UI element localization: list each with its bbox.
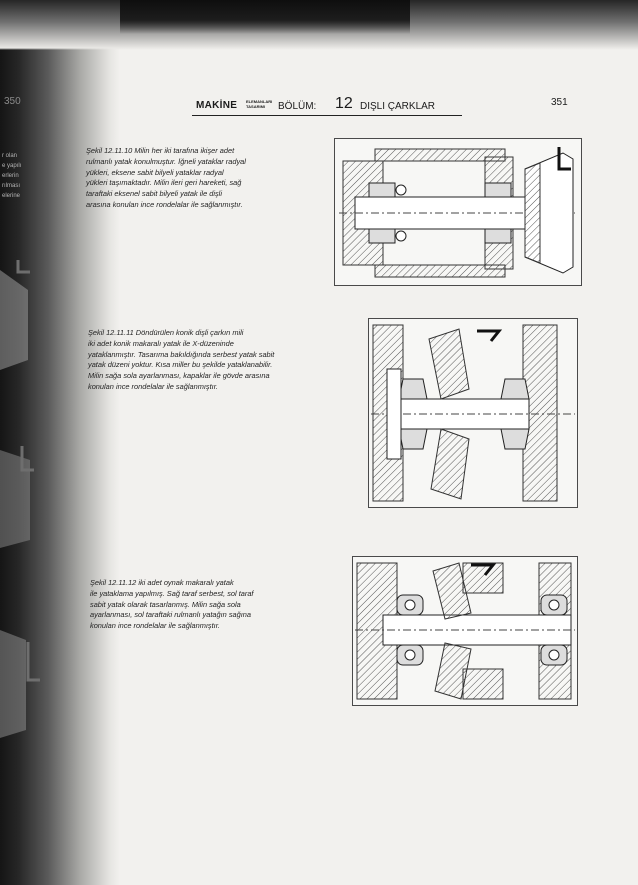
page-number: 351 — [551, 97, 568, 108]
caption-line: yükleri, eksene sabit bilyeli yataklar radyal — [86, 167, 224, 177]
figure-caption-2 — [88, 328, 350, 393]
figure-3-drawing — [353, 557, 577, 705]
figure-1-shaft-with-needle-bearings — [334, 138, 582, 286]
figure-2-drawing — [369, 319, 577, 507]
bleed-line: r olan — [2, 153, 18, 159]
header-section-title: DIŞLI ÇARKLAR — [360, 101, 436, 112]
header-brand-subtitle-line1: ELEMANLARI — [246, 99, 273, 104]
previous-page-figure-fragment — [0, 250, 46, 380]
caption-line: taraftaki eksenel sabit bilyeli yatak ile dişli — [86, 189, 222, 199]
previous-page-figure-fragment — [0, 620, 46, 740]
figure-caption-3 — [90, 578, 348, 632]
caption-line: Şekil 12.11.12 iki adet oynak makaralı yatak — [90, 578, 234, 587]
bleed-line: rılması — [2, 183, 20, 189]
header-brand-subtitle — [246, 99, 272, 109]
caption-line: Milin sağa sola ayarlanması, kapaklar ile gövde arasına — [88, 371, 270, 381]
caption-line: yükleri taşımaktadır. Milin ileri geri hareketi, sağ — [86, 178, 242, 188]
figure-1-drawing — [335, 139, 581, 285]
header-section-number: 12 — [335, 95, 353, 112]
figure-caption-1 — [86, 146, 330, 211]
caption-line: rulmanlı yatak konulmuştur. İğneli yataklar radyal — [86, 156, 246, 166]
caption-line: ile yataklama yapılmış. Sağ taraf serbest, sol taraf — [90, 588, 254, 598]
top-dark-band — [120, 0, 410, 34]
previous-page-number: 350 — [4, 96, 21, 107]
caption-line: yatak düzeni yoktur. Kısa miller bu şekilde yataklanabilir. — [88, 360, 273, 370]
caption-line: ayarlanması, sol taraftaki rulmanlı yatağın sağına — [90, 610, 252, 620]
header-brand-subtitle-line2: TASARIMI — [246, 104, 266, 109]
caption-line: yataklanmıştır. Tasarıma bakıldığında serbest yatak sabit — [88, 349, 275, 359]
caption-line: konulan ince rondelalar ile sağlanmıştır. — [90, 621, 220, 631]
figure-3-spherical-roller-bearings — [352, 556, 578, 706]
header-rule — [192, 115, 462, 116]
header-section-prefix: BÖLÜM: — [278, 101, 317, 112]
header-brand: MAKİNE — [196, 100, 238, 111]
caption-line: Şekil 12.11.10 Milin her iki tarafına ikişer adet — [86, 146, 235, 155]
caption-line: arasına konulan ince rondelalar ile sağlanmıştır. — [86, 199, 243, 209]
bleed-line: elerine — [2, 193, 21, 199]
bleed-line: e yapılı — [2, 163, 22, 169]
previous-page-figure-fragment — [0, 440, 46, 550]
figure-2-tapered-roller-x-arrangement — [368, 318, 578, 508]
caption-line: konulan ince rondelalar ile sağlanmıştır. — [88, 381, 218, 391]
running-header — [160, 96, 600, 116]
caption-line: iki adet konik makaralı yatak ile X-düzeninde — [88, 338, 234, 348]
caption-line: sabit yatak olarak tasarlanmış. Milin sağa sola — [90, 599, 241, 609]
bleed-line: erlerin — [2, 173, 19, 179]
caption-line: Şekil 12.11.11 Döndürülen konik dişli çarkın mili — [88, 328, 244, 337]
